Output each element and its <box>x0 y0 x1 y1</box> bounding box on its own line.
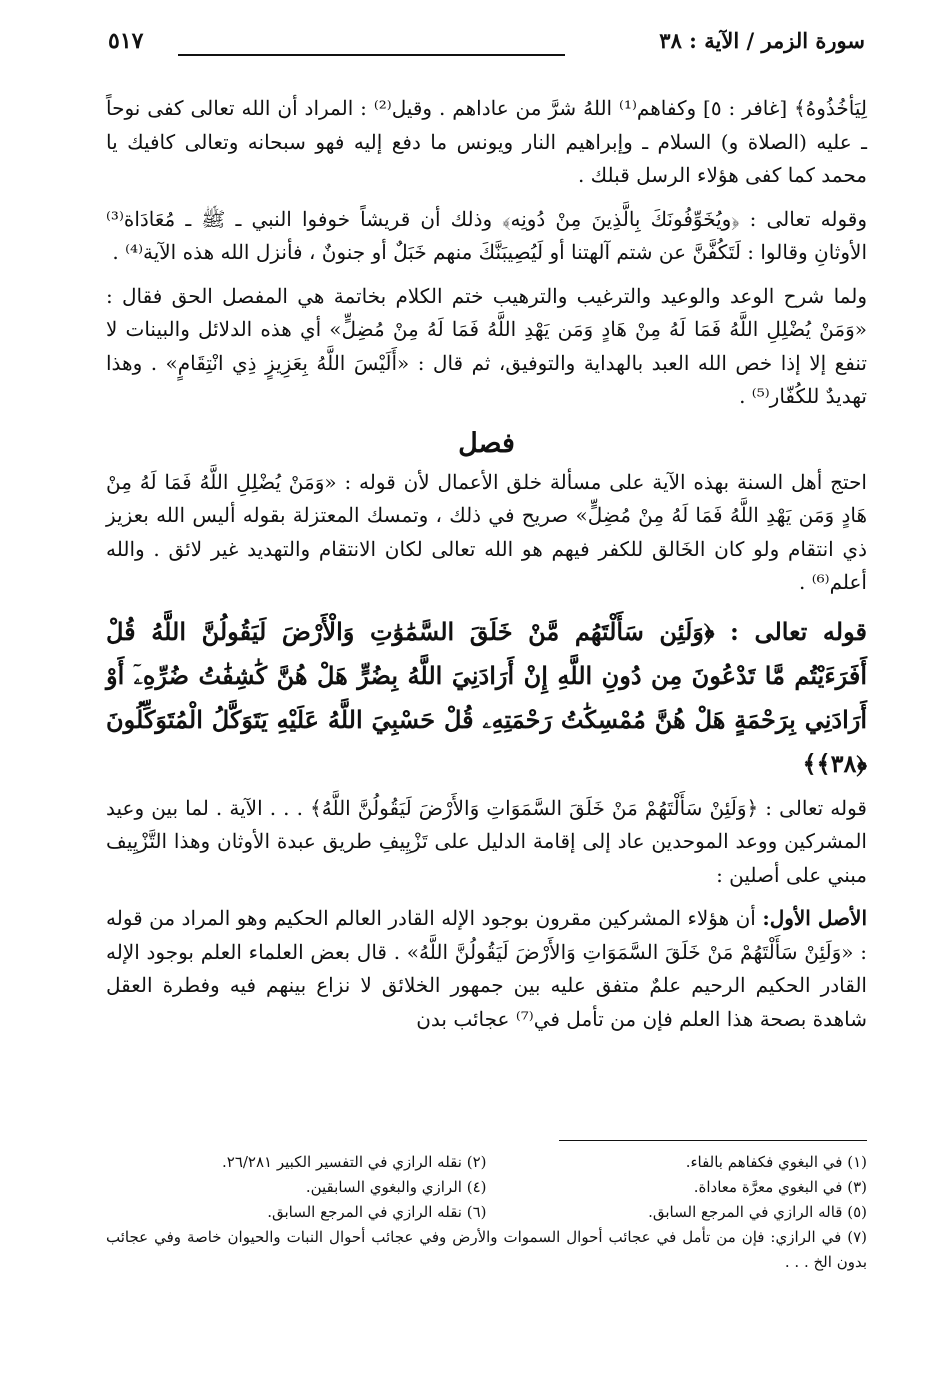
paragraph: احتج أهل السنة بهذه الآية على مسألة خلق الأعمال لأن قوله : «وَمَنْ يُضْلِلِ اللَّهُ فَمَا لَهُ مِنْ هَادٍ وَمَن يَهْدِ اللَّهُ فَمَا لَهُ مِنْ مُضِلٍّ» صريح في ذلك ، وتمسك المعتزلة بقوله أليس الله بعزيز ذي انتقام ولو كان الخَالق للكفر فيهم هو الله تعالى لكان الانتقام والتهديد غير لائق . والله أعلم⁽⁶⁾ . <box>106 469 867 594</box>
footnotes <box>106 1150 867 1275</box>
surah-title: سورة الزمر / الآية : ٣٨ <box>659 28 865 53</box>
footnote-7: (٧) في الرازي: فإن من تأمل في عجائب أحوال السموات والأرض وفي عجائب أحوال النبات والحيوان خاصة وفي عجائب بدون الخ . . . <box>106 1228 867 1271</box>
footnote-6: (٦) نقله الرازي في المرجع السابق. <box>267 1203 487 1221</box>
footnote-2: (٢) نقله الرازي في التفسير الكبير ٢٦/٢٨١. <box>221 1153 487 1171</box>
footnote-5: (٥) قاله الرازي في المرجع السابق. <box>648 1203 867 1221</box>
principle-text: أن هؤلاء المشركين مقرون بوجود الإله القادر العالم الحكيم وهو المراد من قوله : «وَلَئِنْ سَأَلْتَهُمْ مَنْ خَلَقَ السَّمَوَاتِ وَالأَرْضَ لَيَقُولُنَّ اللَّهُ» . قال بعض العلماء العلم بوجود الإله القادر الحكيم الرحيم علمٌ متفق عليه بين جمهور الخلائق لا نزاع بينهم فيه وفطرة العقل شاهدة بصحة هذا العلم فإن من تأمل في⁽⁷⁾ عجائب بدن <box>106 906 867 1031</box>
header-rule <box>178 54 565 56</box>
main-text <box>106 92 867 1046</box>
page-header <box>108 28 865 62</box>
footnote-rule <box>559 1140 867 1141</box>
footnote-row <box>106 1200 867 1225</box>
footnote-row <box>106 1150 867 1175</box>
footnote-4: (٤) الرازي والبغوي السابقين. <box>305 1178 487 1196</box>
paragraph: قوله تعالى : ﴿وَلَئِنْ سَأَلْتَهُمْ مَنْ خَلَقَ السَّمَوَاتِ وَالأَرْضَ لَيَقُولُنَّ اللَّهُ﴾ . . . الآية . لما بين وعيد المشركين ووعد الموحدين عاد إلى إقامة الدليل على تَزْيِيفِ طريق عبدة الأوثان وهذا التَّزْيِيف مبني على أصلين : <box>106 795 867 887</box>
paragraph: لِيَأخُذُوهُ﴾ [غافر : ٥] وكفاهم⁽¹⁾ اللهُ شرَّ من عاداهم . وقيل⁽²⁾ : المراد أن الله تعالى كفى نوحاً ـ عليه (الصلاة و) السلام ـ وإبراهيم النار ويونس ما دفع إليه فهو سبحانه وتعالى كافيك يا محمد كما كفى هؤلاء الرسل قبلك . <box>106 96 867 187</box>
footnote-row <box>106 1175 867 1200</box>
footnote-1: (١) في البغوي فكفاهم بالفاء. <box>685 1153 867 1171</box>
quran-verse: قوله تعالى : ﴿وَلَئِن سَأَلْتَهُم مَّنْ خَلَقَ السَّمَٰوَٰتِ وَالْأَرْضَ لَيَقُولُنَّ اللَّهُ قُلْ أَفَرَءَيْتُم مَّا تَدْعُونَ مِن دُونِ اللَّهِ إِنْ أَرَادَنِيَ اللَّهُ بِضُرٍّ هَلْ هُنَّ كَٰشِفَٰتُ ضُرِّهِۦٓ أَوْ أَرَادَنِي بِرَحْمَةٍ هَلْ هُنَّ مُمْسِكَٰتُ رَحْمَتِهِۦ قُلْ حَسْبِيَ اللَّهُ عَلَيْهِ يَتَوَكَّلُ الْمُتَوَكِّلُونَ ﴿٣٨﴾﴾ <box>106 616 867 778</box>
principle-label: الأصل الأول: <box>762 906 868 930</box>
paragraph-first-principle <box>106 902 867 1036</box>
section-heading: فصل <box>458 427 515 459</box>
paragraph: وقوله تعالى : ﴿ويُخَوِّفُونَكَ بِالَّذِينَ مِنْ دُونِه﴾ وذلك أن قريشاً خوفوا النبي ـ ﷺ ـ مُعَادَاة⁽³⁾ الأوثانِ وقالوا : لَتَكُفَّنَّ عن شتم آلهتنا أو لَيُصِيبَنَّكَ منهم خَبَلٌ أو جنونٌ ، فأنزل الله هذه الآية⁽⁴⁾ . <box>106 206 867 264</box>
page-number: ٥١٧ <box>108 28 144 54</box>
paragraph: ولما شرح الوعد والوعيد والترغيب والترهيب ختم الكلام بخاتمة هي المفصل الحق فقال : «وَمَنْ يُضْلِلِ اللَّهُ فَمَا لَهُ مِنْ هَادٍ وَمَن يَهْدِ اللَّهُ فَمَا لَهُ مِنْ مُضِلٍّ» أي هذه الدلائل والبينات لا تنفع إلا إذا خص الله العبد بالهداية والتوفيق، ثم قال : «أَلَيْسَ اللَّهُ بِعَزِيزٍ ذِي انْتِقَامٍ» . وهذا تهديدٌ للكُفّار⁽⁵⁾ . <box>106 283 867 408</box>
footnote-3: (٣) في البغوي معرَّة معاداة. <box>693 1178 867 1196</box>
